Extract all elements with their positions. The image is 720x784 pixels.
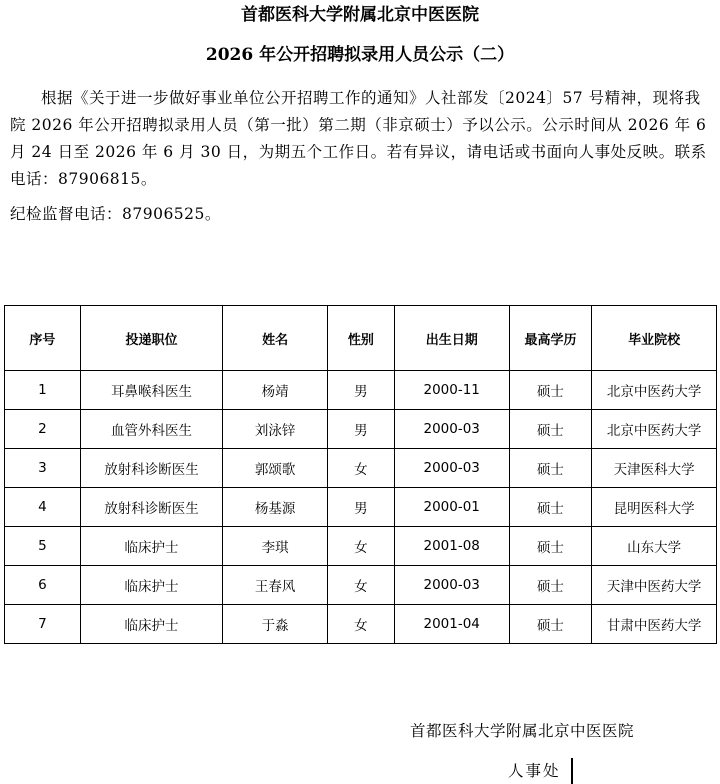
table-row bbox=[5, 410, 717, 449]
cell-no: 1 bbox=[5, 371, 81, 410]
signature-department: 人事处 bbox=[508, 762, 561, 780]
cell-school: 天津中医药大学 bbox=[592, 566, 717, 605]
cell-school: 北京中医药大学 bbox=[592, 410, 717, 449]
cell-birth: 2000-01 bbox=[394, 488, 509, 527]
cell-position: 放射科诊断医生 bbox=[80, 449, 223, 488]
cell-birth: 2000-03 bbox=[394, 410, 509, 449]
cell-name: 刘泳锌 bbox=[223, 410, 328, 449]
cell-birth: 2000-11 bbox=[394, 371, 509, 410]
hospital-title: 首都医科大学附属北京中医医院 bbox=[241, 5, 479, 25]
header-school: 毕业院校 bbox=[592, 306, 717, 371]
cell-school: 北京中医药大学 bbox=[592, 371, 717, 410]
cell-no: 4 bbox=[5, 488, 81, 527]
supervision-phone-line: 纪检监督电话：87906525。 bbox=[10, 205, 221, 223]
table-row bbox=[5, 605, 717, 644]
cell-school: 甘肃中医药大学 bbox=[592, 605, 717, 644]
table-row bbox=[5, 449, 717, 488]
cell-gender: 男 bbox=[328, 410, 395, 449]
cell-gender: 男 bbox=[328, 371, 395, 410]
header-no: 序号 bbox=[5, 306, 81, 371]
cell-position: 血管外科医生 bbox=[80, 410, 223, 449]
header-gender: 性别 bbox=[328, 306, 395, 371]
header-degree: 最高学历 bbox=[509, 306, 592, 371]
notice-paragraph: 根据《关于进一步做好事业单位公开招聘工作的通知》人社部发〔2024〕57 号精神，现将我院 2026 年公开招聘拟录用人员（第一批）第二期（非京硕士）予以公示。公示时间从 2026 年 6 月 24 日至 2026 年 6 月 30 日，为期五个工作日。若有异议，请电话或书面向人事处反映。联系电话：87906815。 bbox=[10, 89, 707, 188]
cell-birth: 2001-04 bbox=[394, 605, 509, 644]
cell-degree: 硕士 bbox=[509, 449, 592, 488]
table-row bbox=[5, 371, 717, 410]
cell-gender: 男 bbox=[328, 488, 395, 527]
cell-degree: 硕士 bbox=[509, 527, 592, 566]
cell-position: 临床护士 bbox=[80, 605, 223, 644]
cell-name: 于淼 bbox=[223, 605, 328, 644]
table-row bbox=[5, 566, 717, 605]
cell-no: 2 bbox=[5, 410, 81, 449]
cell-degree: 硕士 bbox=[509, 566, 592, 605]
cell-gender: 女 bbox=[328, 566, 395, 605]
cell-name: 杨靖 bbox=[223, 371, 328, 410]
cell-degree: 硕士 bbox=[509, 410, 592, 449]
cell-no: 6 bbox=[5, 566, 81, 605]
cell-birth: 2000-03 bbox=[394, 449, 509, 488]
cell-name: 李琪 bbox=[223, 527, 328, 566]
table-row bbox=[5, 488, 717, 527]
cell-degree: 硕士 bbox=[509, 488, 592, 527]
cell-position: 临床护士 bbox=[80, 566, 223, 605]
cell-name: 郭颂歌 bbox=[223, 449, 328, 488]
cell-position: 耳鼻喉科医生 bbox=[80, 371, 223, 410]
cell-no: 7 bbox=[5, 605, 81, 644]
hire-table bbox=[4, 305, 717, 644]
cell-name: 王春风 bbox=[223, 566, 328, 605]
cell-gender: 女 bbox=[328, 449, 395, 488]
cell-no: 5 bbox=[5, 527, 81, 566]
cell-school: 昆明医科大学 bbox=[592, 488, 717, 527]
cell-degree: 硕士 bbox=[509, 605, 592, 644]
notice-body bbox=[10, 85, 716, 228]
cell-position: 临床护士 bbox=[80, 527, 223, 566]
cell-gender: 女 bbox=[328, 605, 395, 644]
text-cursor bbox=[571, 758, 573, 784]
cell-school: 天津医科大学 bbox=[592, 449, 717, 488]
cell-no: 3 bbox=[5, 449, 81, 488]
table-row bbox=[5, 527, 717, 566]
cell-birth: 2001-08 bbox=[394, 527, 509, 566]
cell-position: 放射科诊断医生 bbox=[80, 488, 223, 527]
table-header-row bbox=[5, 306, 717, 371]
cell-degree: 硕士 bbox=[509, 371, 592, 410]
cell-gender: 女 bbox=[328, 527, 395, 566]
header-name: 姓名 bbox=[223, 306, 328, 371]
cell-name: 杨基源 bbox=[223, 488, 328, 527]
cell-birth: 2000-03 bbox=[394, 566, 509, 605]
notice-title: 2026 年公开招聘拟录用人员公示（二） bbox=[205, 45, 515, 65]
header-birth: 出生日期 bbox=[394, 306, 509, 371]
signature-organization: 首都医科大学附属北京中医医院 bbox=[410, 722, 635, 740]
header-position: 投递职位 bbox=[80, 306, 223, 371]
cell-school: 山东大学 bbox=[592, 527, 717, 566]
